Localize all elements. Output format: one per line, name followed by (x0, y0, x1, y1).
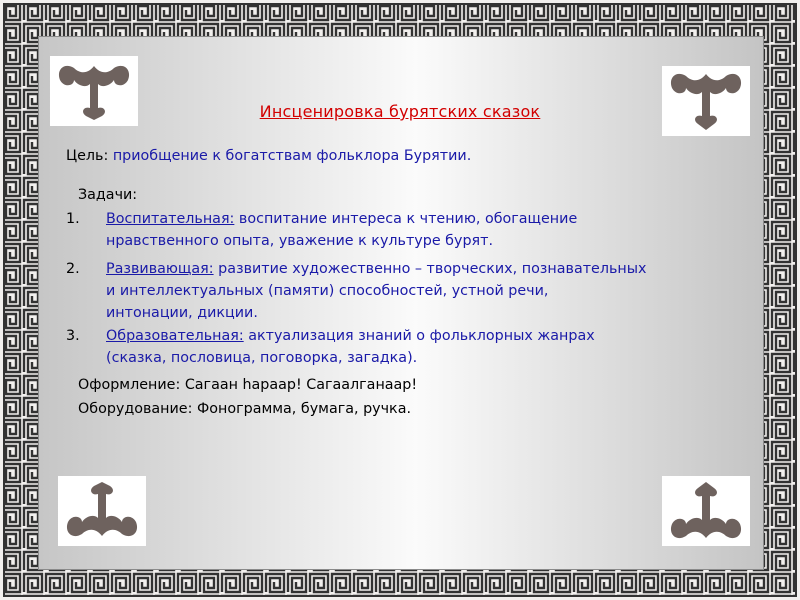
goal-line (66, 145, 471, 167)
task-item (106, 208, 577, 252)
task-item (106, 325, 595, 369)
task-name: Развивающая: (106, 261, 214, 277)
task-name: Образовательная: (106, 328, 244, 344)
design-line: Оформление: Сагаан hараар! Сагаалганаар! (78, 377, 418, 393)
task-text: актуализация знаний о фольклорных жанрах (248, 328, 595, 344)
goal-text: приобщение к богатствам фольклора Бурятии. (108, 148, 472, 164)
buryat-ornament-icon (662, 476, 750, 546)
equipment-line: Оборудование: Фонограмма, бумага, ручка. (78, 401, 411, 417)
task-number: 1. (66, 211, 80, 227)
slide-title: Инсценировка бурятских сказок (259, 102, 541, 121)
tasks-label: Задачи: (78, 187, 138, 203)
task-text: воспитание интереса к чтению, обогащение (238, 211, 578, 227)
task-number: 3. (66, 328, 80, 344)
task-text: развитие художественно – творческих, познавательных (218, 261, 647, 277)
task-number: 2. (66, 261, 80, 277)
task-text: и интеллектуальных (памяти) способностей, устной речи, (106, 283, 549, 299)
task-text: нравственного опыта, уважение к культуре бурят. (106, 233, 494, 249)
task-item (106, 258, 647, 324)
task-text: интонации, дикции. (106, 305, 258, 321)
task-text: (сказка, пословица, поговорка, загадка). (106, 350, 418, 366)
goal-label: Цель: (66, 148, 109, 164)
task-name: Воспитательная: (106, 211, 235, 227)
buryat-ornament-icon (662, 66, 750, 136)
buryat-ornament-icon (58, 476, 146, 546)
